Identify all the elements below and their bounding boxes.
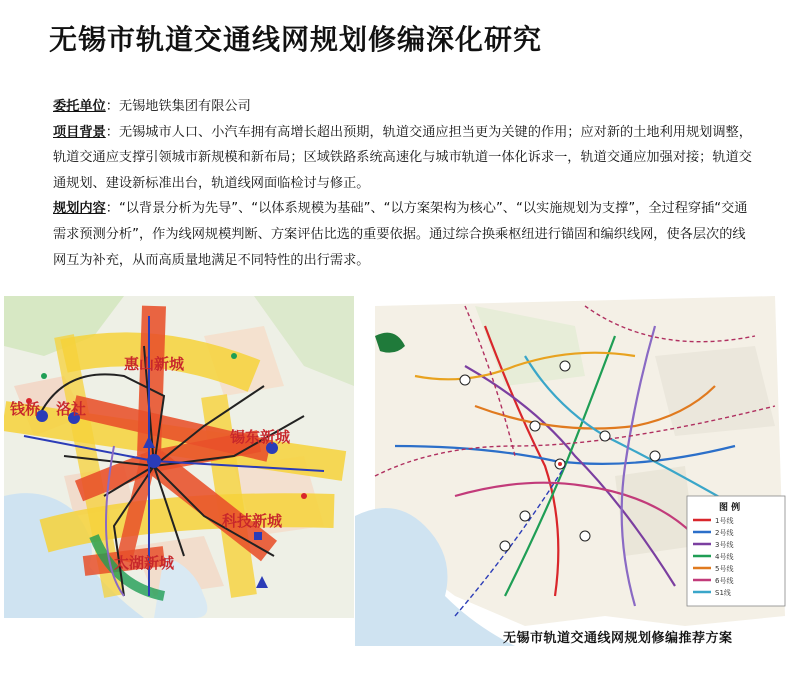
page-title: 无锡市轨道交通线网规划修编深化研究	[49, 23, 543, 56]
legend-item-label: 5号线	[715, 565, 734, 573]
client-paragraph	[53, 94, 753, 120]
content-text: “以背景分析为先导”、“以体系规模为基础”、“以方案架构为核心”、“以实施规划为支撑”，全过程穿插“交通需求预测分析”，作为线网规模判断、方案评估比选的重要依据。通过综合换乘枢纽进行锚固和编织线网，使各层次的线网互为补充，从而高质量地满足不同特性的出行需求。	[53, 201, 748, 268]
corridor-map-svg	[4, 296, 354, 618]
corridor-map	[4, 296, 354, 618]
project-description	[53, 94, 753, 273]
background-sep: ：	[105, 124, 119, 140]
legend-item-label: 6号线	[715, 577, 734, 585]
client-text: 无锡地铁集团有限公司	[118, 99, 251, 114]
legend-item-label: S1线	[715, 589, 731, 597]
network-map	[355, 296, 789, 646]
label-huishan: 惠山新城	[124, 355, 185, 373]
client-label: 委托单位	[53, 99, 106, 114]
content-paragraph	[53, 196, 753, 273]
network-map-svg	[355, 296, 789, 646]
content-label: 规划内容	[53, 201, 106, 217]
map-legend	[687, 496, 785, 606]
background-text: 无锡城市人口、小汽车拥有高增长超出预期，轨道交通应担当更为关键的作用；应对新的土地利用规划调整，轨道交通应支撑引领城市新规模和新布局；区域铁路系统高速化与城市轨道一体化诉求一，轨道交通应加强对接；轨道交通规划、建设新标准出台，轨道线网面临检讨与修正。	[53, 124, 752, 191]
legend-item-label: 1号线	[715, 517, 734, 525]
label-keji: 科技新城	[222, 512, 283, 530]
legend-item-label: 4号线	[715, 553, 734, 561]
background-paragraph	[53, 120, 753, 197]
background-label: 项目背景	[53, 124, 106, 140]
label-qianqiao: 钱桥	[10, 400, 41, 418]
legend-item-label: 3号线	[715, 541, 734, 549]
network-map-caption: 无锡市轨道交通线网规划修编推荐方案	[503, 631, 733, 646]
legend-item-label: 2号线	[715, 529, 734, 537]
content-sep: ：	[105, 201, 119, 217]
label-xidong: 锡东新城	[230, 428, 291, 446]
client-sep: ：	[105, 99, 119, 114]
legend-title: 图 例	[719, 503, 741, 513]
label-taihu: 太湖新城	[114, 554, 175, 572]
label-luoshe: 洛社	[56, 400, 87, 418]
